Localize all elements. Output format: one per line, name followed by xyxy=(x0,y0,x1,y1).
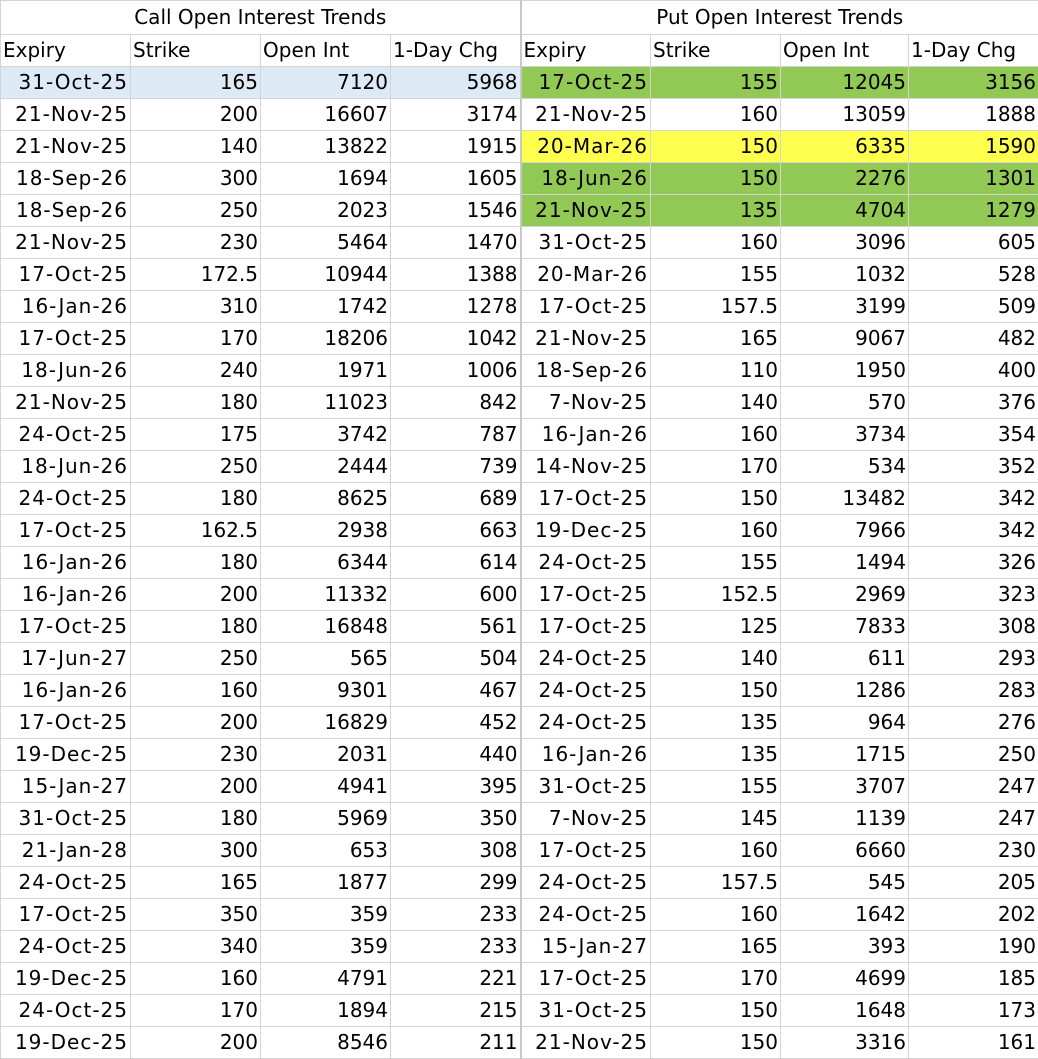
call-cell-expiry[interactable]: 15-Jan-27 xyxy=(1,771,131,803)
call-cell-1-day-chg[interactable]: 452 xyxy=(391,707,521,739)
call-cell-1-day-chg[interactable]: 299 xyxy=(391,867,521,899)
call-cell-1-day-chg[interactable]: 600 xyxy=(391,579,521,611)
put-cell-expiry[interactable]: 21-Nov-25 xyxy=(521,195,651,227)
call-cell-strike[interactable]: 300 xyxy=(131,835,261,867)
call-cell-open-int[interactable]: 565 xyxy=(261,643,391,675)
table-row xyxy=(1,163,1038,195)
put-col-strike[interactable]: Strike xyxy=(651,35,781,67)
call-cell-open-int[interactable]: 16848 xyxy=(261,611,391,643)
put-cell-1-day-chg[interactable]: 3156 xyxy=(909,67,1038,99)
table-row xyxy=(1,355,1038,387)
put-cell-open-int[interactable]: 7833 xyxy=(781,611,909,643)
call-cell-strike[interactable]: 240 xyxy=(131,355,261,387)
put-cell-strike[interactable]: 165 xyxy=(651,931,781,963)
call-cell-open-int[interactable]: 2444 xyxy=(261,451,391,483)
table-row xyxy=(1,611,1038,643)
put-cell-1-day-chg[interactable]: 342 xyxy=(909,483,1038,515)
call-cell-open-int[interactable]: 5969 xyxy=(261,803,391,835)
call-cell-expiry[interactable]: 21-Jan-28 xyxy=(1,835,131,867)
table-row xyxy=(1,579,1038,611)
call-cell-strike[interactable]: 170 xyxy=(131,995,261,1027)
put-cell-strike[interactable]: 145 xyxy=(651,803,781,835)
put-table-title[interactable]: Put Open Interest Trends xyxy=(521,1,1038,35)
put-cell-open-int[interactable]: 1286 xyxy=(781,675,909,707)
put-cell-strike[interactable]: 150 xyxy=(651,163,781,195)
call-cell-open-int[interactable]: 653 xyxy=(261,835,391,867)
put-cell-expiry[interactable]: 24-Oct-25 xyxy=(521,707,651,739)
put-cell-strike[interactable]: 155 xyxy=(651,67,781,99)
put-cell-strike[interactable]: 140 xyxy=(651,643,781,675)
put-cell-expiry[interactable]: 17-Oct-25 xyxy=(521,67,651,99)
put-cell-expiry[interactable]: 17-Oct-25 xyxy=(521,611,651,643)
put-cell-1-day-chg[interactable]: 230 xyxy=(909,835,1038,867)
table-row xyxy=(1,195,1038,227)
put-cell-1-day-chg[interactable]: 528 xyxy=(909,259,1038,291)
put-cell-expiry[interactable]: 24-Oct-25 xyxy=(521,899,651,931)
put-cell-1-day-chg[interactable]: 400 xyxy=(909,355,1038,387)
call-cell-expiry[interactable]: 17-Oct-25 xyxy=(1,323,131,355)
put-cell-open-int[interactable]: 1715 xyxy=(781,739,909,771)
call-cell-open-int[interactable]: 2023 xyxy=(261,195,391,227)
put-cell-strike[interactable]: 135 xyxy=(651,195,781,227)
call-cell-strike[interactable]: 180 xyxy=(131,547,261,579)
call-cell-strike[interactable]: 250 xyxy=(131,643,261,675)
put-cell-open-int[interactable]: 6660 xyxy=(781,835,909,867)
put-cell-strike[interactable]: 160 xyxy=(651,419,781,451)
call-cell-expiry[interactable]: 18-Sep-26 xyxy=(1,163,131,195)
call-cell-open-int[interactable]: 8625 xyxy=(261,483,391,515)
call-cell-open-int[interactable]: 1971 xyxy=(261,355,391,387)
table-row xyxy=(1,803,1038,835)
call-cell-1-day-chg[interactable]: 215 xyxy=(391,995,521,1027)
put-col-expiry[interactable]: Expiry xyxy=(521,35,651,67)
put-cell-expiry[interactable]: 21-Nov-25 xyxy=(521,1027,651,1059)
put-cell-expiry[interactable]: 18-Jun-26 xyxy=(521,163,651,195)
call-cell-1-day-chg[interactable]: 221 xyxy=(391,963,521,995)
call-cell-open-int[interactable]: 7120 xyxy=(261,67,391,99)
put-cell-1-day-chg[interactable]: 323 xyxy=(909,579,1038,611)
call-cell-expiry[interactable]: 16-Jan-26 xyxy=(1,291,131,323)
put-cell-expiry[interactable]: 24-Oct-25 xyxy=(521,643,651,675)
call-cell-1-day-chg[interactable]: 663 xyxy=(391,515,521,547)
put-cell-1-day-chg[interactable]: 250 xyxy=(909,739,1038,771)
call-cell-strike[interactable]: 200 xyxy=(131,579,261,611)
put-cell-open-int[interactable]: 2969 xyxy=(781,579,909,611)
put-cell-strike[interactable]: 150 xyxy=(651,483,781,515)
put-cell-expiry[interactable]: 31-Oct-25 xyxy=(521,995,651,1027)
call-cell-open-int[interactable]: 11023 xyxy=(261,387,391,419)
call-cell-1-day-chg[interactable]: 395 xyxy=(391,771,521,803)
call-col-strike[interactable]: Strike xyxy=(131,35,261,67)
call-cell-strike[interactable]: 160 xyxy=(131,675,261,707)
call-cell-expiry[interactable]: 24-Oct-25 xyxy=(1,931,131,963)
call-cell-expiry[interactable]: 17-Oct-25 xyxy=(1,611,131,643)
call-cell-1-day-chg[interactable]: 561 xyxy=(391,611,521,643)
call-cell-strike[interactable]: 180 xyxy=(131,483,261,515)
call-cell-strike[interactable]: 180 xyxy=(131,611,261,643)
call-cell-open-int[interactable]: 1877 xyxy=(261,867,391,899)
put-cell-strike[interactable]: 135 xyxy=(651,739,781,771)
call-cell-expiry[interactable]: 24-Oct-25 xyxy=(1,419,131,451)
call-cell-expiry[interactable]: 17-Oct-25 xyxy=(1,259,131,291)
put-cell-expiry[interactable]: 19-Dec-25 xyxy=(521,515,651,547)
call-cell-open-int[interactable]: 4941 xyxy=(261,771,391,803)
put-cell-strike[interactable]: 150 xyxy=(651,995,781,1027)
call-cell-1-day-chg[interactable]: 467 xyxy=(391,675,521,707)
call-cell-1-day-chg[interactable]: 1546 xyxy=(391,195,521,227)
call-cell-expiry[interactable]: 17-Oct-25 xyxy=(1,707,131,739)
call-cell-strike[interactable]: 165 xyxy=(131,67,261,99)
put-cell-expiry[interactable]: 17-Oct-25 xyxy=(521,579,651,611)
table-row xyxy=(1,931,1038,963)
table-row xyxy=(1,483,1038,515)
call-cell-strike[interactable]: 300 xyxy=(131,163,261,195)
call-cell-strike[interactable]: 200 xyxy=(131,99,261,131)
put-cell-expiry[interactable]: 20-Mar-26 xyxy=(521,259,651,291)
put-cell-open-int[interactable]: 1032 xyxy=(781,259,909,291)
call-cell-strike[interactable]: 200 xyxy=(131,707,261,739)
call-cell-1-day-chg[interactable]: 504 xyxy=(391,643,521,675)
put-cell-expiry[interactable]: 7-Nov-25 xyxy=(521,387,651,419)
call-cell-1-day-chg[interactable]: 739 xyxy=(391,451,521,483)
call-cell-1-day-chg[interactable]: 1915 xyxy=(391,131,521,163)
call-cell-open-int[interactable]: 359 xyxy=(261,931,391,963)
put-cell-strike[interactable]: 170 xyxy=(651,451,781,483)
put-cell-open-int[interactable]: 7966 xyxy=(781,515,909,547)
call-cell-1-day-chg[interactable]: 1605 xyxy=(391,163,521,195)
put-cell-1-day-chg[interactable]: 509 xyxy=(909,291,1038,323)
call-cell-strike[interactable]: 165 xyxy=(131,867,261,899)
call-cell-open-int[interactable]: 6344 xyxy=(261,547,391,579)
put-cell-1-day-chg[interactable]: 308 xyxy=(909,611,1038,643)
call-cell-1-day-chg[interactable]: 211 xyxy=(391,1027,521,1059)
call-cell-open-int[interactable]: 10944 xyxy=(261,259,391,291)
call-cell-strike[interactable]: 180 xyxy=(131,803,261,835)
put-cell-1-day-chg[interactable]: 173 xyxy=(909,995,1038,1027)
put-cell-expiry[interactable]: 17-Oct-25 xyxy=(521,835,651,867)
call-cell-strike[interactable]: 175 xyxy=(131,419,261,451)
call-cell-expiry[interactable]: 16-Jan-26 xyxy=(1,675,131,707)
call-table-title[interactable]: Call Open Interest Trends xyxy=(1,1,521,35)
call-cell-strike[interactable]: 200 xyxy=(131,771,261,803)
call-cell-1-day-chg[interactable]: 350 xyxy=(391,803,521,835)
put-cell-1-day-chg[interactable]: 247 xyxy=(909,803,1038,835)
call-cell-strike[interactable]: 162.5 xyxy=(131,515,261,547)
call-cell-strike[interactable]: 180 xyxy=(131,387,261,419)
call-cell-1-day-chg[interactable]: 689 xyxy=(391,483,521,515)
call-cell-1-day-chg[interactable]: 1042 xyxy=(391,323,521,355)
put-cell-expiry[interactable]: 24-Oct-25 xyxy=(521,547,651,579)
put-cell-open-int[interactable]: 611 xyxy=(781,643,909,675)
put-cell-expiry[interactable]: 24-Oct-25 xyxy=(521,675,651,707)
put-cell-expiry[interactable]: 7-Nov-25 xyxy=(521,803,651,835)
put-col-open-int[interactable]: Open Int xyxy=(781,35,909,67)
call-cell-strike[interactable]: 200 xyxy=(131,1027,261,1059)
call-cell-expiry[interactable]: 19-Dec-25 xyxy=(1,963,131,995)
call-cell-expiry[interactable]: 21-Nov-25 xyxy=(1,131,131,163)
put-cell-1-day-chg[interactable]: 342 xyxy=(909,515,1038,547)
table-row xyxy=(1,515,1038,547)
put-cell-strike[interactable]: 157.5 xyxy=(651,867,781,899)
put-cell-open-int[interactable]: 3707 xyxy=(781,771,909,803)
put-cell-open-int[interactable]: 393 xyxy=(781,931,909,963)
table-row xyxy=(1,547,1038,579)
put-cell-1-day-chg[interactable]: 326 xyxy=(909,547,1038,579)
put-cell-strike[interactable]: 160 xyxy=(651,515,781,547)
call-cell-1-day-chg[interactable]: 3174 xyxy=(391,99,521,131)
call-cell-expiry[interactable]: 31-Oct-25 xyxy=(1,803,131,835)
table-row xyxy=(1,259,1038,291)
put-cell-open-int[interactable]: 534 xyxy=(781,451,909,483)
put-cell-1-day-chg[interactable]: 283 xyxy=(909,675,1038,707)
call-cell-expiry[interactable]: 18-Sep-26 xyxy=(1,195,131,227)
put-cell-1-day-chg[interactable]: 605 xyxy=(909,227,1038,259)
table-row xyxy=(1,99,1038,131)
put-cell-open-int[interactable]: 4699 xyxy=(781,963,909,995)
table-row xyxy=(1,1027,1038,1059)
table-row xyxy=(1,771,1038,803)
call-cell-open-int[interactable]: 1742 xyxy=(261,291,391,323)
call-cell-strike[interactable]: 230 xyxy=(131,227,261,259)
call-cell-expiry[interactable]: 17-Oct-25 xyxy=(1,515,131,547)
table-row xyxy=(1,323,1038,355)
put-cell-open-int[interactable]: 1642 xyxy=(781,899,909,931)
put-cell-1-day-chg[interactable]: 376 xyxy=(909,387,1038,419)
put-cell-open-int[interactable]: 13482 xyxy=(781,483,909,515)
put-cell-1-day-chg[interactable]: 482 xyxy=(909,323,1038,355)
call-cell-open-int[interactable]: 11332 xyxy=(261,579,391,611)
call-cell-1-day-chg[interactable]: 1388 xyxy=(391,259,521,291)
call-cell-strike[interactable]: 172.5 xyxy=(131,259,261,291)
put-cell-open-int[interactable]: 964 xyxy=(781,707,909,739)
put-cell-1-day-chg[interactable]: 205 xyxy=(909,867,1038,899)
call-cell-open-int[interactable]: 18206 xyxy=(261,323,391,355)
put-cell-expiry[interactable]: 17-Oct-25 xyxy=(521,483,651,515)
put-cell-strike[interactable]: 160 xyxy=(651,99,781,131)
call-cell-open-int[interactable]: 16607 xyxy=(261,99,391,131)
put-cell-strike[interactable]: 155 xyxy=(651,771,781,803)
put-cell-strike[interactable]: 157.5 xyxy=(651,291,781,323)
put-cell-expiry[interactable]: 18-Sep-26 xyxy=(521,355,651,387)
put-cell-open-int[interactable]: 1950 xyxy=(781,355,909,387)
put-cell-expiry[interactable]: 15-Jan-27 xyxy=(521,931,651,963)
call-cell-strike[interactable]: 230 xyxy=(131,739,261,771)
put-cell-strike[interactable]: 152.5 xyxy=(651,579,781,611)
put-cell-strike[interactable]: 135 xyxy=(651,707,781,739)
call-cell-strike[interactable]: 170 xyxy=(131,323,261,355)
put-cell-open-int[interactable]: 2276 xyxy=(781,163,909,195)
put-cell-open-int[interactable]: 570 xyxy=(781,387,909,419)
put-cell-open-int[interactable]: 1648 xyxy=(781,995,909,1027)
put-cell-strike[interactable]: 150 xyxy=(651,1027,781,1059)
call-cell-strike[interactable]: 140 xyxy=(131,131,261,163)
call-cell-open-int[interactable]: 359 xyxy=(261,899,391,931)
put-cell-open-int[interactable]: 4704 xyxy=(781,195,909,227)
put-cell-open-int[interactable]: 1494 xyxy=(781,547,909,579)
put-cell-strike[interactable]: 155 xyxy=(651,547,781,579)
table-row xyxy=(1,899,1038,931)
put-cell-open-int[interactable]: 3734 xyxy=(781,419,909,451)
call-cell-1-day-chg[interactable]: 1006 xyxy=(391,355,521,387)
table-row xyxy=(1,131,1038,163)
put-cell-strike[interactable]: 170 xyxy=(651,963,781,995)
put-cell-strike[interactable]: 165 xyxy=(651,323,781,355)
put-cell-expiry[interactable]: 31-Oct-25 xyxy=(521,227,651,259)
put-cell-1-day-chg[interactable]: 352 xyxy=(909,451,1038,483)
put-cell-expiry[interactable]: 20-Mar-26 xyxy=(521,131,651,163)
call-cell-open-int[interactable]: 13822 xyxy=(261,131,391,163)
put-cell-expiry[interactable]: 24-Oct-25 xyxy=(521,867,651,899)
call-cell-strike[interactable]: 350 xyxy=(131,899,261,931)
put-cell-strike[interactable]: 155 xyxy=(651,259,781,291)
put-cell-open-int[interactable]: 3199 xyxy=(781,291,909,323)
call-cell-expiry[interactable]: 21-Nov-25 xyxy=(1,387,131,419)
call-cell-expiry[interactable]: 18-Jun-26 xyxy=(1,451,131,483)
call-col-open-int[interactable]: Open Int xyxy=(261,35,391,67)
call-cell-1-day-chg[interactable]: 308 xyxy=(391,835,521,867)
put-cell-strike[interactable]: 140 xyxy=(651,387,781,419)
put-cell-1-day-chg[interactable]: 1590 xyxy=(909,131,1038,163)
put-cell-strike[interactable]: 160 xyxy=(651,835,781,867)
table-row xyxy=(1,963,1038,995)
put-cell-expiry[interactable]: 16-Jan-26 xyxy=(521,739,651,771)
call-cell-open-int[interactable]: 4791 xyxy=(261,963,391,995)
put-cell-strike[interactable]: 160 xyxy=(651,899,781,931)
call-cell-expiry[interactable]: 21-Nov-25 xyxy=(1,227,131,259)
put-cell-expiry[interactable]: 16-Jan-26 xyxy=(521,419,651,451)
sheet-body xyxy=(1,67,1038,1059)
put-cell-open-int[interactable]: 12045 xyxy=(781,67,909,99)
call-cell-open-int[interactable]: 1894 xyxy=(261,995,391,1027)
table-row xyxy=(1,995,1038,1027)
put-cell-expiry[interactable]: 17-Oct-25 xyxy=(521,963,651,995)
call-cell-1-day-chg[interactable]: 1470 xyxy=(391,227,521,259)
call-cell-strike[interactable]: 160 xyxy=(131,963,261,995)
put-cell-1-day-chg[interactable]: 185 xyxy=(909,963,1038,995)
call-cell-open-int[interactable]: 1694 xyxy=(261,163,391,195)
call-cell-strike[interactable]: 340 xyxy=(131,931,261,963)
put-cell-open-int[interactable]: 1139 xyxy=(781,803,909,835)
table-row xyxy=(1,451,1038,483)
put-cell-1-day-chg[interactable]: 202 xyxy=(909,899,1038,931)
table-row xyxy=(1,419,1038,451)
put-cell-open-int[interactable]: 3316 xyxy=(781,1027,909,1059)
call-cell-expiry[interactable]: 19-Dec-25 xyxy=(1,739,131,771)
put-cell-expiry[interactable]: 21-Nov-25 xyxy=(521,323,651,355)
put-cell-expiry[interactable]: 21-Nov-25 xyxy=(521,99,651,131)
call-cell-open-int[interactable]: 2031 xyxy=(261,739,391,771)
put-cell-strike[interactable]: 150 xyxy=(651,675,781,707)
table-row xyxy=(1,643,1038,675)
table-row xyxy=(1,67,1038,99)
put-cell-1-day-chg[interactable]: 1279 xyxy=(909,195,1038,227)
call-cell-expiry[interactable]: 19-Dec-25 xyxy=(1,1027,131,1059)
put-cell-strike[interactable]: 110 xyxy=(651,355,781,387)
put-cell-open-int[interactable]: 3096 xyxy=(781,227,909,259)
put-cell-open-int[interactable]: 9067 xyxy=(781,323,909,355)
put-cell-expiry[interactable]: 14-Nov-25 xyxy=(521,451,651,483)
put-cell-1-day-chg[interactable]: 161 xyxy=(909,1027,1038,1059)
call-cell-open-int[interactable]: 5464 xyxy=(261,227,391,259)
call-cell-open-int[interactable]: 8546 xyxy=(261,1027,391,1059)
call-cell-strike[interactable]: 250 xyxy=(131,451,261,483)
call-cell-expiry[interactable]: 18-Jun-26 xyxy=(1,355,131,387)
call-cell-expiry[interactable]: 24-Oct-25 xyxy=(1,867,131,899)
put-cell-open-int[interactable]: 545 xyxy=(781,867,909,899)
call-cell-expiry[interactable]: 24-Oct-25 xyxy=(1,483,131,515)
put-cell-1-day-chg[interactable]: 354 xyxy=(909,419,1038,451)
call-col-expiry[interactable]: Expiry xyxy=(1,35,131,67)
put-cell-1-day-chg[interactable]: 247 xyxy=(909,771,1038,803)
table-row xyxy=(1,867,1038,899)
put-cell-expiry[interactable]: 17-Oct-25 xyxy=(521,291,651,323)
call-cell-1-day-chg[interactable]: 233 xyxy=(391,899,521,931)
call-cell-expiry[interactable]: 17-Jun-27 xyxy=(1,643,131,675)
put-cell-open-int[interactable]: 13059 xyxy=(781,99,909,131)
call-cell-expiry[interactable]: 24-Oct-25 xyxy=(1,995,131,1027)
table-row xyxy=(1,707,1038,739)
put-cell-1-day-chg[interactable]: 1888 xyxy=(909,99,1038,131)
call-cell-1-day-chg[interactable]: 233 xyxy=(391,931,521,963)
call-cell-1-day-chg[interactable]: 5968 xyxy=(391,67,521,99)
put-cell-1-day-chg[interactable]: 293 xyxy=(909,643,1038,675)
call-cell-expiry[interactable]: 16-Jan-26 xyxy=(1,579,131,611)
put-cell-expiry[interactable]: 31-Oct-25 xyxy=(521,771,651,803)
call-cell-expiry[interactable]: 16-Jan-26 xyxy=(1,547,131,579)
table-row xyxy=(1,835,1038,867)
table-row xyxy=(1,387,1038,419)
call-cell-expiry[interactable]: 17-Oct-25 xyxy=(1,899,131,931)
put-cell-strike[interactable]: 150 xyxy=(651,131,781,163)
call-cell-expiry[interactable]: 21-Nov-25 xyxy=(1,99,131,131)
table-row xyxy=(1,739,1038,771)
call-cell-strike[interactable]: 310 xyxy=(131,291,261,323)
call-cell-expiry[interactable]: 31-Oct-25 xyxy=(1,67,131,99)
call-col-1-day-chg[interactable]: 1-Day Chg xyxy=(391,35,521,67)
table-row xyxy=(1,291,1038,323)
call-cell-1-day-chg[interactable]: 842 xyxy=(391,387,521,419)
call-cell-open-int[interactable]: 3742 xyxy=(261,419,391,451)
put-cell-open-int[interactable]: 6335 xyxy=(781,131,909,163)
call-cell-1-day-chg[interactable]: 614 xyxy=(391,547,521,579)
put-cell-1-day-chg[interactable]: 190 xyxy=(909,931,1038,963)
put-cell-strike[interactable]: 160 xyxy=(651,227,781,259)
put-col-1-day-chg[interactable]: 1-Day Chg xyxy=(909,35,1038,67)
put-cell-strike[interactable]: 125 xyxy=(651,611,781,643)
call-cell-1-day-chg[interactable]: 787 xyxy=(391,419,521,451)
call-cell-open-int[interactable]: 2938 xyxy=(261,515,391,547)
put-cell-1-day-chg[interactable]: 276 xyxy=(909,707,1038,739)
table-row xyxy=(1,227,1038,259)
table-row xyxy=(1,675,1038,707)
call-cell-strike[interactable]: 250 xyxy=(131,195,261,227)
call-cell-open-int[interactable]: 16829 xyxy=(261,707,391,739)
put-cell-1-day-chg[interactable]: 1301 xyxy=(909,163,1038,195)
call-cell-open-int[interactable]: 9301 xyxy=(261,675,391,707)
call-cell-1-day-chg[interactable]: 1278 xyxy=(391,291,521,323)
call-cell-1-day-chg[interactable]: 440 xyxy=(391,739,521,771)
